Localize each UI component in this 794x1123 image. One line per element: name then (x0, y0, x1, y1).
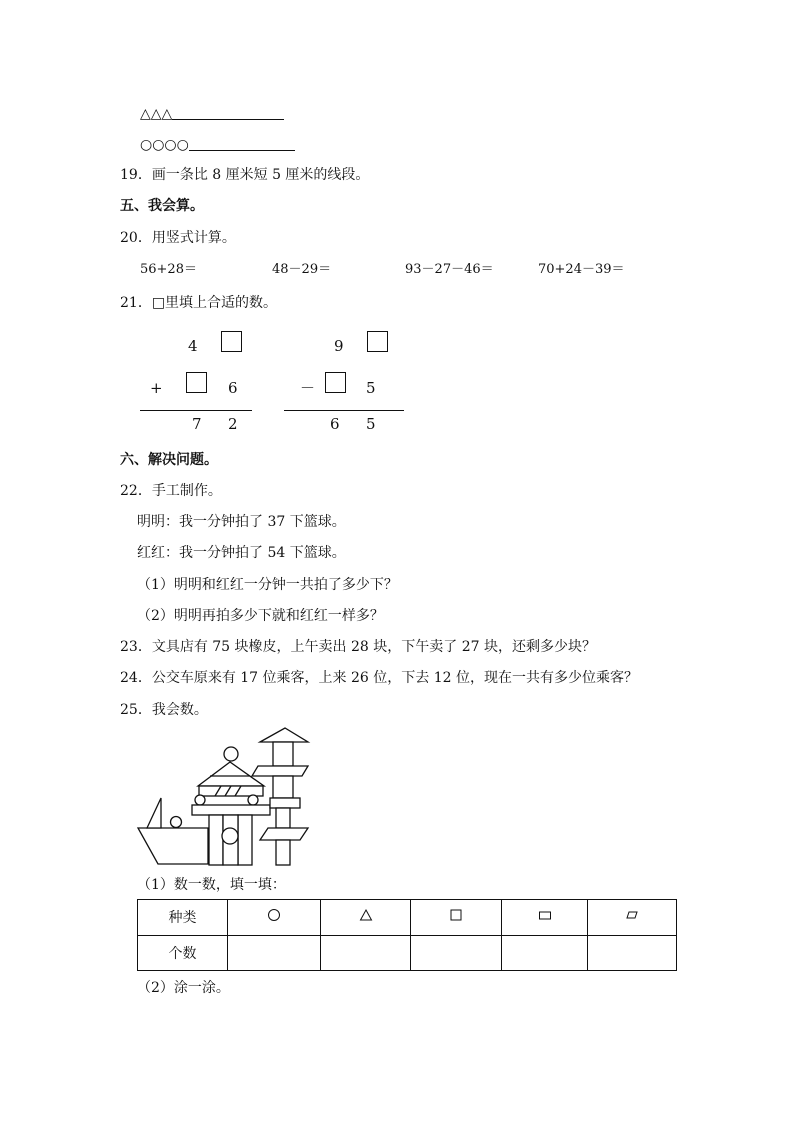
bottom-digit: 6 (228, 379, 238, 397)
result-digit: 7 (192, 415, 202, 433)
fill-box[interactable] (221, 331, 242, 352)
top-digit: 4 (188, 337, 198, 355)
table-row (138, 935, 677, 971)
fill-box[interactable] (325, 372, 346, 393)
q25-sub-question-1: （1）数一数，填一填： (137, 877, 286, 893)
circle-shape (195, 795, 205, 805)
parallelogram-shape (260, 828, 308, 840)
q22-sub-question-1: （1）明明和红红一分钟一共拍了多少下？ (137, 577, 398, 593)
difference-line (284, 410, 404, 411)
shape-row-circles (140, 137, 295, 152)
square-icon (411, 900, 502, 936)
rectangle-shape (273, 742, 293, 766)
parallelogram-shape (252, 766, 308, 776)
triangles-text: △△△ (140, 106, 173, 122)
section-5-heading: 五、我会算。 (120, 198, 204, 214)
parallelogram-shape (138, 828, 208, 864)
calc-item: 93－27－46＝ (405, 262, 494, 277)
rectangle-shape (276, 808, 290, 828)
circle-shape (248, 795, 258, 805)
result-digit: 5 (366, 415, 376, 433)
parallelogram-icon (588, 900, 677, 936)
calc-item: 48－29＝ (272, 262, 332, 277)
top-digit: 9 (334, 337, 344, 355)
q22-line-2: 红红：我一分钟拍了 54 下篮球。 (137, 545, 346, 561)
minus-sign: － (300, 379, 316, 397)
count-cell[interactable] (588, 935, 677, 971)
question-25-title: 25．我会数。 (120, 702, 208, 718)
count-cell[interactable] (228, 935, 321, 971)
shape-count-table (137, 899, 677, 971)
calc-item: 70+24－39＝ (538, 262, 625, 277)
question-19: 19．画一条比 8 厘米短 5 厘米的线段。 (120, 167, 370, 183)
count-cell[interactable] (411, 935, 502, 971)
count-cell[interactable] (321, 935, 411, 971)
question-20-title: 20．用竖式计算。 (120, 230, 236, 246)
section-6-heading: 六、解决问题。 (120, 452, 218, 468)
count-cell[interactable] (502, 935, 588, 971)
triangle-icon (321, 900, 411, 936)
answer-blank[interactable] (189, 137, 295, 151)
q22-line-1: 明明：我一分钟拍了 37 下篮球。 (137, 514, 346, 530)
rectangle-shape (273, 776, 293, 798)
bottom-digit: 5 (366, 379, 376, 397)
building-blocks-figure (130, 722, 320, 870)
circle-shape (224, 747, 238, 761)
rectangle-shape (209, 815, 223, 865)
q22-sub-question-2: （2）明明再拍多少下就和红红一样多？ (137, 608, 384, 624)
fill-box[interactable] (186, 372, 207, 393)
circle-shape (222, 828, 238, 844)
rectangle-icon (502, 900, 588, 936)
q25-sub-question-2: （2）涂一涂。 (137, 980, 230, 996)
rectangle-shape (270, 798, 300, 808)
answer-blank[interactable] (172, 106, 284, 120)
plus-sign: + (150, 379, 163, 397)
question-21-title: 21．□里填上合适的数。 (120, 295, 278, 311)
circle-icon (228, 900, 321, 936)
triangle-shape (260, 728, 308, 742)
rectangle-shape (238, 815, 252, 865)
circle-shape (171, 817, 182, 828)
result-digit: 6 (330, 415, 340, 433)
row-header-kind: 种类 (138, 900, 228, 936)
triangle-shape (147, 798, 161, 828)
question-23: 23．文具店有 75 块橡皮，上午卖出 28 块，下午卖了 27 块，还剩多少块？ (120, 639, 596, 655)
row-header-count: 个数 (138, 935, 228, 971)
calc-item: 56+28＝ (140, 262, 197, 277)
fill-box[interactable] (367, 331, 388, 352)
rectangle-shape (276, 840, 290, 865)
circles-text: ○○○○ (140, 137, 189, 153)
question-22-title: 22．手工制作。 (120, 483, 222, 499)
result-digit: 2 (228, 415, 238, 433)
table-row (138, 900, 677, 936)
shape-row-triangles (140, 106, 284, 121)
sum-line (140, 410, 252, 411)
question-24: 24．公交车原来有 17 位乘客，上来 26 位，下去 12 位，现在一共有多少位乘客？ (120, 670, 638, 686)
rectangle-shape (192, 805, 270, 815)
